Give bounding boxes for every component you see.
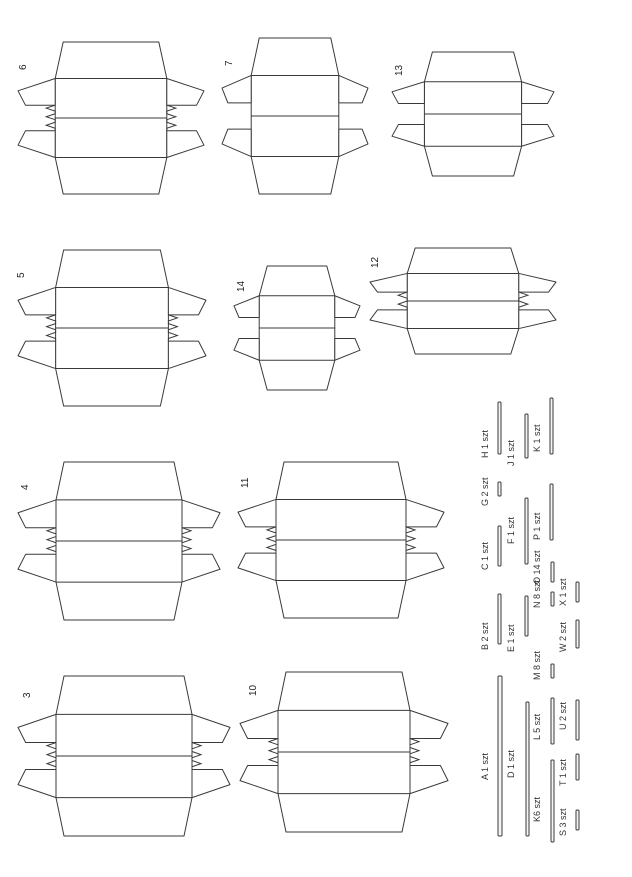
part-label: B 2 szt xyxy=(480,622,490,650)
part-label: C 1 szt xyxy=(480,541,490,570)
part-rod xyxy=(551,592,554,606)
part-rod xyxy=(551,698,554,744)
part-label: K6 szt xyxy=(532,796,542,822)
part-rod xyxy=(498,526,501,566)
part-rod xyxy=(551,562,554,582)
part-label: A 1 szt xyxy=(480,752,490,780)
net-number: 11 xyxy=(240,477,251,488)
net-number: 4 xyxy=(20,484,31,490)
part-label: T 1 szt xyxy=(558,759,568,786)
part-label: E 1 szt xyxy=(506,624,516,652)
net-number: 6 xyxy=(18,64,29,70)
part-rod xyxy=(550,484,553,540)
part-rod xyxy=(551,760,554,842)
part-label: X 1 szt xyxy=(558,578,568,606)
part-label: M 8 szt xyxy=(532,650,542,680)
net-number: 14 xyxy=(236,280,247,292)
part-rod xyxy=(525,596,528,636)
part-label: W 2 szt xyxy=(558,621,568,652)
part-label: F 1 szt xyxy=(506,516,516,544)
part-rod xyxy=(498,402,501,454)
net-number: 7 xyxy=(224,60,235,66)
part-rod xyxy=(498,594,501,644)
part-rod xyxy=(525,414,528,458)
part-label: P 1 szt xyxy=(532,512,542,540)
part-rod xyxy=(576,582,579,602)
net-number: 10 xyxy=(248,684,259,696)
part-rod xyxy=(576,700,579,740)
part-rod xyxy=(498,676,502,836)
part-label: L 5 szt xyxy=(532,713,542,740)
part-label: H 1 szt xyxy=(480,429,490,458)
net-number: 3 xyxy=(22,692,33,698)
net-number: 13 xyxy=(394,64,405,76)
part-rod xyxy=(551,664,554,678)
part-label: J 1 szt xyxy=(506,439,516,466)
part-rod xyxy=(576,810,579,830)
part-label: K 1 szt xyxy=(532,424,542,452)
net-number: 5 xyxy=(16,272,27,278)
part-label: N 8 szt xyxy=(532,579,542,608)
part-rod xyxy=(550,398,553,454)
part-rod xyxy=(576,620,579,648)
part-label: O 14 szt xyxy=(532,550,542,584)
part-label: D 1 szt xyxy=(506,749,516,778)
part-label: G 2 szt xyxy=(480,477,490,506)
part-label: U 2 szt xyxy=(558,701,568,730)
part-rod xyxy=(525,498,528,564)
net-number: 12 xyxy=(370,256,381,268)
part-rod xyxy=(526,702,529,836)
part-rod xyxy=(576,754,579,780)
part-rod xyxy=(498,482,501,496)
part-label: S 3 szt xyxy=(558,808,568,836)
